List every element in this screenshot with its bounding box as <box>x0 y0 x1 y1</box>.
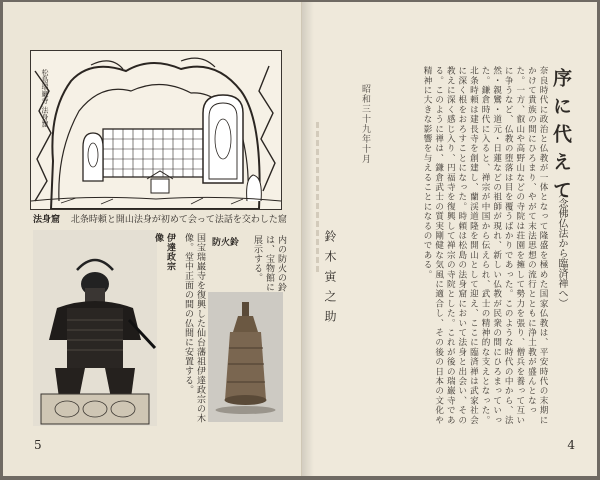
inscription-text: 松島瑞巌寺 法身窟 <box>41 69 49 128</box>
body-text: 奈良時代に政治と仏教が一体となって隆盛を極めた国家仏教は、平安時代の末期にかけて貴族の間にひろまり、やがて末法思想の流行とともに浄土教が盛んとなった。一方、叡山や高野山などの寺院は荘園を擁して勢力を張り、僧兵を養って互いに争うなど、仏教の堕落は目を覆うばかりであった。このような時代の中から、法然・親鸞・道元・日蓮などの祖師が現れ、新しい仏教が民衆の間にひろまっていった。鎌倉時代に入ると、禅宗が中国から伝えられ、武士の精神的な支えとなった。北条時頼は建長寺を創建し、蘭渓道隆を開山として迎え、ここに臨済禅は武家社会に深く根をおろすことになった。時頼は松島の法身窟において法身と出会い、その教えに深く感じ入り、円福寺を復興して禅宗の寺院とした。これが後の瑞巌寺である。このように禅は、鎌倉武士の質実剛健な気風に適合し、その後の日本の文化や精神に大きな影響を与えることになるのである。 <box>422 66 548 425</box>
caption-title: 法身窟 <box>33 215 61 225</box>
caption-body: 内の防火の鈴は、宝物館に展示する。 <box>252 235 286 292</box>
section-subtitle: （念佛仏法から臨済禅へ） <box>556 188 567 308</box>
gutter-shadow <box>302 2 314 476</box>
bell-image <box>208 292 283 422</box>
section-title: 序に代えて <box>550 68 572 208</box>
right-page <box>302 2 597 476</box>
left-page <box>3 2 302 476</box>
bell-photo <box>208 292 283 422</box>
date-line: 昭和三十九年十月 <box>360 84 370 164</box>
caption-title: 防火鈴 <box>212 238 240 248</box>
cave-caption <box>33 214 293 226</box>
armor-statue-image <box>33 230 157 426</box>
cave-drawing <box>31 51 281 209</box>
caption-title: 伊達政宗像 <box>153 233 175 271</box>
book-spread <box>3 2 597 476</box>
armor-statue-photo <box>33 230 157 426</box>
caption-body: 北条時頼と開山法身が初めて会って法話を交わした窟 <box>70 215 287 225</box>
bell-caption <box>212 235 287 292</box>
author-name: 鈴木寅之助 <box>323 230 337 330</box>
caption-body: 国宝瑞巌寺を復興した仙台藩祖伊達政宗の木像。堂中正面の間の仏間に安置する。 <box>183 233 205 423</box>
page-number: 4 <box>567 438 575 452</box>
armor-caption <box>153 233 206 423</box>
show-through-text <box>316 122 319 272</box>
cave-illustration <box>30 50 282 210</box>
page-number: 5 <box>34 438 42 452</box>
